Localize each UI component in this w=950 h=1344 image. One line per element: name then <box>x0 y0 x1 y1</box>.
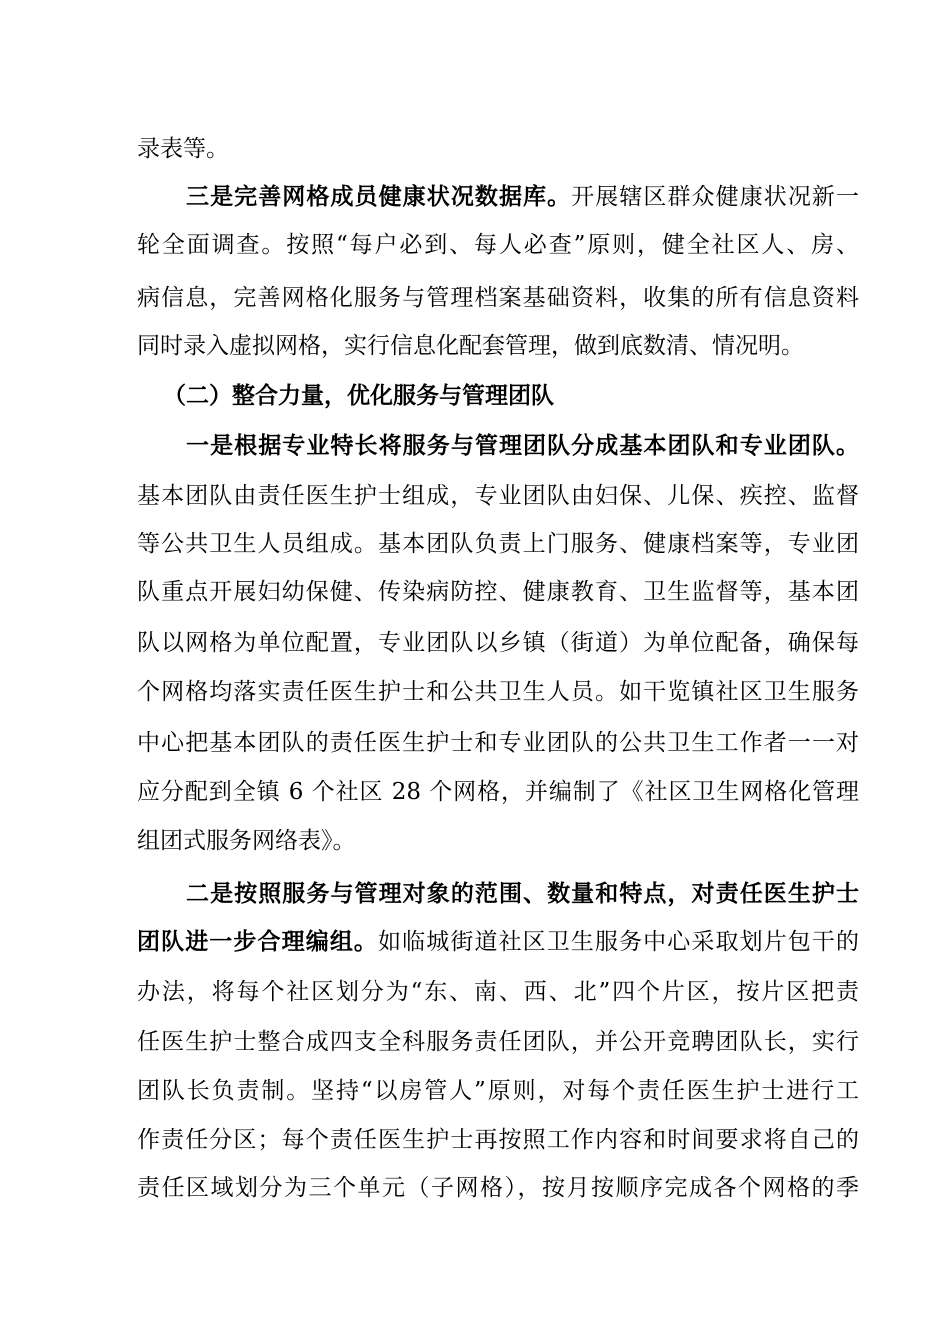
paragraph-line: 个网格均落实责任医生护士和公共卫生人员。如干览镇社区卫生服务 <box>137 679 859 705</box>
paragraph-line: 中心把基本团队的责任医生护士和专业团队的公共卫生工作者一一对 <box>137 730 859 756</box>
line-text: 开展辖区群众健康状况新一 <box>571 184 860 210</box>
paragraph-line <box>186 422 859 470</box>
paragraph-line: 同时录入虚拟网格，实行信息化配套管理，做到底数清、情况明。 <box>137 333 804 359</box>
paragraph-line: 责任区域划分为三个单元（子网格），按月按顺序完成各个网格的季 <box>137 1175 859 1201</box>
paragraph-line: 病信息，完善网格化服务与管理档案基础资料，收集的所有信息资料 <box>137 285 859 311</box>
paragraph-line: 应分配到全镇 6 个社区 28 个网格，并编制了《社区卫生网格化管理 <box>137 779 859 805</box>
paragraph-lead: 一是根据专业特长将服务与管理团队分成基本团队和专业团队。 <box>186 432 859 459</box>
paragraph-line: 基本团队由责任医生护士组成，专业团队由妇保、儿保、疾控、监督 <box>137 483 859 509</box>
paragraph-line: 组团式服务网络表》。 <box>137 828 356 854</box>
line-text: 录表等。 <box>137 136 229 162</box>
paragraph-line <box>137 918 859 966</box>
paragraph-line: 队重点开展妇幼保健、传染病防控、健康教育、卫生监督等，基本团 <box>137 579 859 605</box>
paragraph-line: 作责任分区；每个责任医生护士再按照工作内容和时间要求将自己的 <box>137 1127 859 1153</box>
paragraph-line: 队以网格为单位配置，专业团队以乡镇（街道）为单位配备，确保每 <box>137 630 859 656</box>
paragraph-lead: 二是按照服务与管理对象的范围、数量和特点，对责任医生护士 <box>186 880 859 907</box>
paragraph-lead: 三是完善网格成员健康状况数据库。 <box>186 183 572 210</box>
paragraph-line: 团队长负责制。坚持“以房管人”原则，对每个责任医生护士进行工 <box>137 1078 859 1104</box>
paragraph-line <box>137 125 859 173</box>
paragraph-line: 等公共卫生人员组成。基本团队负责上门服务、健康档案等，专业团 <box>137 531 859 557</box>
paragraph-lead: 团队进一步合理编组。 <box>137 928 379 955</box>
section-heading: （二）整合力量，优化服务与管理团队 <box>163 382 554 409</box>
paragraph-line: 轮全面调查。按照“每户必到、每人必查”原则，健全社区人、房、 <box>137 232 859 258</box>
line-text: 如临城街道社区卫生服务中心采取划片包干的 <box>378 929 860 955</box>
paragraph-line <box>186 870 859 918</box>
paragraph-line: 办法，将每个社区划分为“东、南、西、北”四个片区，按片区把责 <box>137 979 859 1005</box>
paragraph-line: 任医生护士整合成四支全科服务责任团队，并公开竞聘团队长，实行 <box>137 1029 859 1055</box>
paragraph-line <box>186 173 859 221</box>
